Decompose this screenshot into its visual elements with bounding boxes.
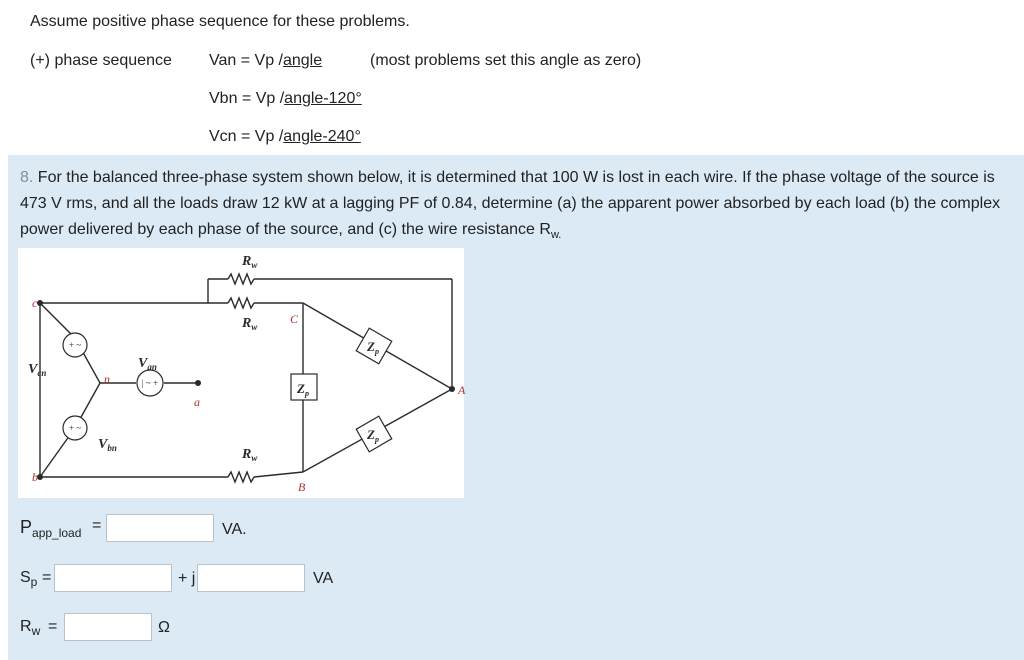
svg-text:| ~ +: | ~ + xyxy=(141,378,159,388)
node-n: n xyxy=(104,372,110,386)
node-c: c xyxy=(32,296,38,310)
rw-unit: Ω xyxy=(158,619,170,636)
van-equation: Van = Vp /angle xyxy=(209,52,323,69)
question-body: For the balanced three-phase system shown below, it is determined that 100 W is lost in each wire. If the phase voltage of the source is 473 V rms, and all the loads draw 12 kW at a lagging PF of 0.84, determine (a) the apparent power absorbed by each load (b) the complex power delivered by each phase of the source, and (c) the wire resistance R xyxy=(20,169,1001,238)
rw-label-top: $R_w$ xyxy=(242,254,258,270)
question-panel xyxy=(8,155,1024,660)
vbn-equation: Vbn = Vp /angle-120° xyxy=(209,90,362,107)
rw-answer-label: $R_w$ xyxy=(20,618,41,639)
sp-plus-j: + j xyxy=(178,570,196,587)
intro-text: Assume positive phase sequence for these problems. xyxy=(30,13,410,30)
question-number: 8. xyxy=(20,169,34,186)
phase-sequence-label: (+) phase sequence xyxy=(30,52,172,69)
van-label: $V_{an}$ xyxy=(138,356,157,372)
papp-label: $P_{app\_load}$ xyxy=(20,517,82,541)
papp-equals: = xyxy=(92,517,102,534)
vcn-equation: Vcn = Vp /angle-240° xyxy=(209,128,361,145)
rw-label-bottom: $R_w$ xyxy=(242,447,258,463)
van-note: (most problems set this angle as zero) xyxy=(370,52,642,69)
papp-unit: VA. xyxy=(222,521,247,538)
vcn-label: $V_{cn}$ xyxy=(28,362,47,378)
vbn-label: $V_{bn}$ xyxy=(98,437,117,453)
sp-equals: = xyxy=(42,569,52,586)
rw-label-mid: $R_w$ xyxy=(242,316,258,332)
sp-unit: VA xyxy=(313,570,334,587)
rw-input[interactable] xyxy=(64,613,152,641)
zp-label-upper: $Z_p$ xyxy=(367,339,379,356)
sp-label: $S_p$ xyxy=(20,569,38,590)
zp-label-lower: $Z_p$ xyxy=(367,427,379,444)
zp-label-vertical: $Z_p$ xyxy=(297,381,309,398)
papp-input[interactable] xyxy=(106,514,214,542)
circuit-diagram xyxy=(18,248,464,498)
svg-text:+ ~: + ~ xyxy=(68,423,82,433)
node-a: a xyxy=(194,395,200,409)
question-text: 8. For the balanced three-phase system shown below, it is determined that 100 W is lost in each wire. If the phase voltage of the source is 473 V rms, and all the loads draw 12 kW at a lagging PF of 0.84, determine (a) the apparent power absorbed by each load (b) the complex power delivered by each phase of the source, and (c) the wire resistance $R_{w.}$ xyxy=(20,169,1001,242)
rw-equals: = xyxy=(48,618,58,635)
node-B: B xyxy=(298,480,306,494)
circuit-svg xyxy=(18,248,464,498)
sp-real-input[interactable] xyxy=(54,564,172,592)
node-b: b xyxy=(32,470,38,484)
sp-imag-input[interactable] xyxy=(197,564,305,592)
svg-text:+ ~: + ~ xyxy=(68,340,82,350)
node-C: C xyxy=(290,312,299,326)
node-A: A xyxy=(458,383,466,397)
